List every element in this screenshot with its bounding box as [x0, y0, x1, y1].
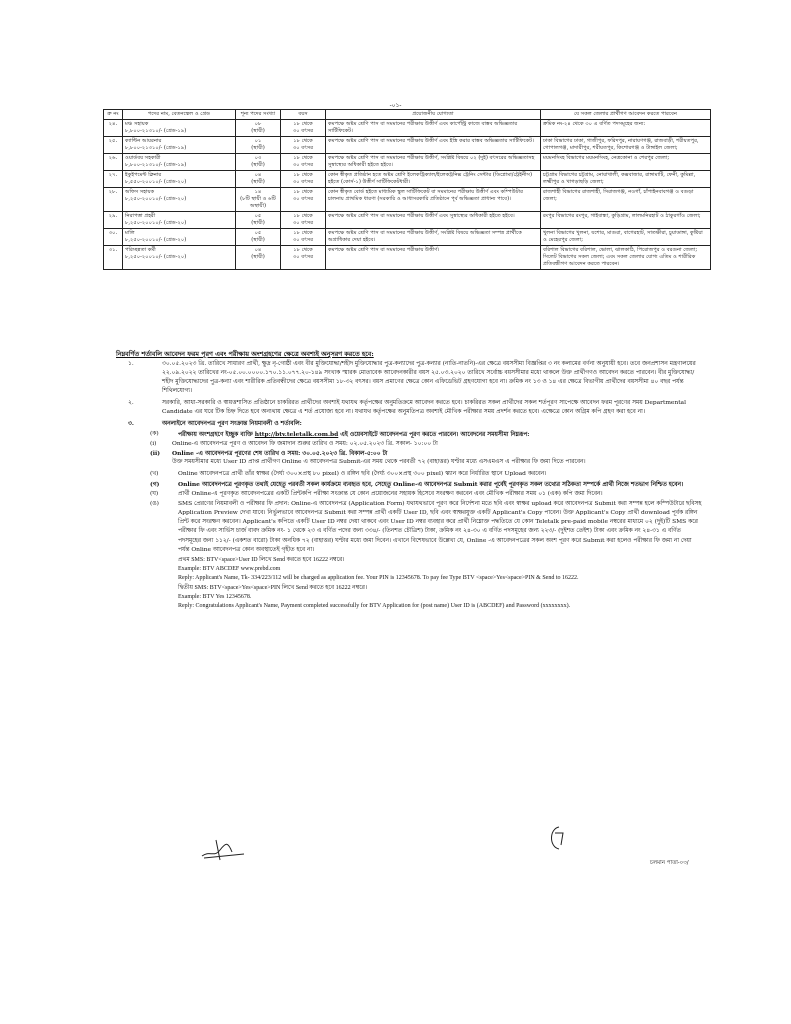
sub-text-pre: পরীক্ষায় অংশগ্রহণে ইচ্ছুক ব্যক্তি: [178, 430, 255, 438]
pay-scale: ৮,৫৫০-২০০১০/- (গ্রেড-২০): [125, 179, 187, 186]
cell-vacancies: [236, 212, 281, 229]
cell-qualification: কমপক্ষে অষ্টম শ্রেণি পাস বা সমমানের পরীক্ষায় উত্তীর্ণ এবং সুস্বাস্থ্যের অধিকারী হইতে হইবে।: [326, 212, 541, 229]
cell-qualification: কমপক্ষে অষ্টম শ্রেণি পাস বা সমমানের পরীক্ষায় উত্তীর্ণ।: [326, 246, 541, 270]
age-to: ৩০ বৎসর: [292, 179, 314, 186]
continued-page-note: চলমান পাতা-০৩/: [650, 860, 689, 866]
sub-text: Online-এ আবেদনপত্র পূরণ ও আবেদন ফি জমাদান শুরুর তারিখ ও সময়: ০২.০৫.২০২৩ খ্রি. সকাল- ১০:০০ টা: [172, 441, 438, 448]
cell-age: [281, 120, 326, 137]
cell-age: [281, 212, 326, 229]
sub-text: প্রার্থী Online-এ পূরণকৃত আবেদনপত্রের একটি প্রিন্টকপি পরীক্ষা সংক্রান্ত যে কোন প্রয়োজনের সহায়ক হিসেবে সংরক্ষণ করবেন এবং মৌখিক পরীক্ষার সময় ০১ (এক) কপি জমা দিবেন।: [178, 490, 603, 497]
vacancy-table: [103, 109, 711, 270]
vacancy-count: ০৪: [254, 172, 262, 179]
sub-text: Online আবেদনপত্রে প্রার্থী তাঁর স্বাক্ষর (দৈর্ঘ্য ৩০০×প্রস্থ ৮০ pixel) ও রঙ্গিন ছবি (দৈর্ঘ্য ৩০০×প্রস্থ ৩০০ pixel) স্ক্যান করে নির্ধারিত স্থানে Upload করবেন।: [178, 470, 547, 477]
post-name: অফিস সহায়ক: [125, 189, 155, 196]
header-serial: ক্র নং: [104, 110, 123, 120]
cell-districts: বরিশাল বিভাগের বরিশাল, ভোলা, ঝালকাঠি, পিরোজপুর ও বরগুনা জেলা; সিলেট বিভাগের সকল জেলা; এবং সকল জেলার যোগ্য এতিম ও শারীরিক প্রতিবন্ধীগণ আবেদন করতে পারবেন।: [541, 246, 711, 270]
vacancy-type: (স্থায়ী): [251, 254, 265, 261]
instruction-item: [116, 419, 702, 428]
item-text: সরকারি, আধা-সরকারি ও স্বায়ত্তশাসিত প্রতিষ্ঠানে চাকরিরত প্রার্থীদের অবশ্যই যথাযথ কর্তৃপক্ষের অনুমতিক্রমে আবেদন করতে হবে। চাকরিরত সকল প্রার্থীদের সকল শর্তপূরণ সাপেক্ষে আবেদন ফরম পূরণের সময় Departmental Candidate এর ঘরে টিক চিহ্ন দিতে হবে অন্যথায় ক্ষেত্রে এ শর্ত প্রযোজ্য হবে না। যথাযথ কর্তৃপক্ষের অনুমতিপত্র অবশ্যই মৌখিক পরীক্ষার সময় প্রদর্শন করতে হবে। এক্ষেত্রে কোন অগ্রিম কপি গ্রহণ করা হবে না।: [162, 399, 686, 415]
sms-reply-2: Reply: Congratulations Applicant's Name, Payment completed successfully for BTV Application for (post name) User ID is (ABCDEF) and Password (xxxxxxxx).: [178, 603, 571, 610]
table-row: [104, 212, 711, 229]
vacancy-count: ০৫: [254, 230, 262, 237]
sms-instructions: [150, 556, 702, 612]
age-from: ১৮ থেকে: [293, 138, 313, 145]
cell-vacancies: [236, 137, 281, 154]
initial-stamp-icon: [545, 823, 573, 853]
cell-districts: রংপুর বিভাগের রংপুর, গাইবান্ধা, কুড়িগ্রাম, লালমনিরহাট ও ঠাকুরগাঁও জেলা;: [541, 212, 711, 229]
age-from: ১৮ থেকে: [293, 247, 313, 254]
vacancy-type: (স্থায়ী): [251, 162, 265, 169]
cell-age: [281, 154, 326, 171]
pay-scale: ৮,২৫০-২০০১০/- (গ্রেড-২০): [125, 237, 187, 244]
vacancy-count: ০৪: [254, 247, 262, 254]
sms-second: দ্বিতীয় SMS: BTV<space>Yes<space>PIN লিখে Send করতে হবে 16222 নম্বরে।: [178, 584, 368, 591]
item-text: অনলাইনে আবেদনপত্র পূরণ সংক্রান্ত নিয়মাবলী ও শর্তাবলি:: [162, 419, 302, 427]
header-post-name: পদের নাম, বেতনস্কেল ও গ্রেড: [123, 110, 236, 120]
cell-districts: ঢাকা বিভাগের ঢাকা, গাজীপুর, ফরিদপুর, নারায়ণগঞ্জ, রাজবাড়ী, শরীয়তপুর, গোপালগঞ্জ, মাদারীপুর, শরীয়তপুর, কিশোরগঞ্জ ও টাঙ্গাইল জেলা;: [541, 137, 711, 154]
vacancy-type: (স্থায়ী): [251, 179, 265, 186]
cell-serial: ৩১.: [104, 246, 123, 270]
header-vacancies: শূন্য পদের সংখ্যা: [236, 110, 281, 120]
sub-number: (ii): [150, 450, 161, 458]
cell-vacancies: [236, 171, 281, 188]
sms-reply-1: Reply: Applicant's Name, Tk- 334/223/112 will be charged as application fee. Your PIN is 12345678. To pay fee Type BTV <space>Yes<space>PIN & Send to 16222.: [178, 575, 579, 582]
pay-scale: ৮,২৫০-২০০১০/- (গ্রেড-২০): [125, 196, 187, 203]
pay-scale: ৮,৮০০-২১৩১০/- (গ্রেড-১৯): [125, 128, 187, 135]
sub-number: (ঙ): [150, 500, 159, 507]
cell-qualification: কোন স্বীকৃত প্রতিষ্ঠান হতে অষ্টম শ্রেণি ইলেকট্রিক্যাল/ইলেকট্রনিক্স ট্রেনিং সেন্টার (ডিপ্লোমা/ট্রেইনীস) হইতে (কোর্স-১) উত্তীর্ণ সার্টিফিকেটধারী।: [326, 171, 541, 188]
age-from: ১৮ থেকে: [293, 172, 313, 179]
age-to: ৩০ বৎসর: [292, 196, 314, 203]
sub-text: Online আবেদনপত্রে পূরণকৃত তথ্যই যেহেতু পরবর্তী সকল কার্যক্রমে ব্যবহৃত হবে, সেহেতু Online-এ আবেদনপত্র Submit করার পূর্বেই পূরণকৃত সকল তথ্যের সঠিকতা সম্পর্কে প্রার্থী নিজে শতভাগ নিশ্চিত হবেন।: [178, 480, 684, 488]
cell-serial: ২৭.: [104, 171, 123, 188]
sms-example-1: Example: BTV ABCDEF www.prebd.com: [178, 566, 281, 573]
cell-qualification: কমপক্ষে অষ্টম শ্রেণি পাস বা সমমানের পরীক্ষায় উত্তীর্ণ এবং কার্পেন্ট্রি কাজে বাস্তব অভিজ্ঞতার সার্টিফিকেট।: [326, 120, 541, 137]
item-number: ১.: [128, 361, 134, 367]
table-row: [104, 120, 711, 137]
sub-text-post: এই ওয়েবসাইটে আবেদনপত্র পূরণ করতে পারবেন। আবেদনের সময়সীমা নিম্নরূপ:: [338, 430, 530, 438]
cell-qualification: কমপক্ষে অষ্টম শ্রেণি পাস বা সমমানের পরীক্ষায় উত্তীর্ণ এবং ইস্ত্রি করার বাস্তব অভিজ্ঞতার সার্টিফিকেট।: [326, 137, 541, 154]
page-number: -০১-: [389, 102, 402, 109]
table-row: [104, 154, 711, 171]
age-to: ৩০ বৎসর: [292, 237, 314, 244]
vacancy-type: (স্থায়ী): [251, 145, 265, 152]
vacancy-count: ১৪: [254, 189, 262, 196]
cell-districts: ময়মনসিংহ বিভাগের ময়মনসিংহ, নেত্রকোনা ও শেরপুর জেলা;: [541, 154, 711, 171]
pay-scale: ৮,৮০০-২১৩১০/- (গ্রেড-১৯): [125, 162, 187, 169]
item-text: ৩০.০৫.২০২৩ খ্রি. তারিখে সাধারণ প্রার্থী, ক্ষুদ্র নৃ-গোষ্ঠী এবং বীর মুক্তিযোদ্ধা/শহীদ মুক্তিযোদ্ধার পুত্র-কন্যাদের পুত্র-কন্যার (নাতি-নাতনি)-এর ক্ষেত্রে বয়সসীমা বিজ্ঞপ্তির ৩ নং কলামের বর্ণনা অনুযায়ী হবে। তবে জনপ্রশাসন মন্ত্রণালয়ের ২২.০৯.২০২২ তারিখের নং-০৫.০০.০০০০.১৭০.১১.০৭৭.২০-১৪৯ সংখ্যক স্মারক মোতাবেক আবেদনকারীর বয়স ২৫.০৩.২০২০ তারিখে সর্বোচ্চ বয়সসীমার মধ্যে থাকলে উক্ত প্রার্থীগণও আবেদন করতে পারবেন। বীর মুক্তিযোদ্ধা/শহীদ মুক্তিযোদ্ধাদের পুত্র-কন্যা এবং শারীরিক প্রতিবন্ধীদের ক্ষেত্রে বয়সসীমা ১৮-৩২ বৎসর। বয়স প্রমাণের ক্ষেত্রে কোন এফিডেভিট গ্রহণযোগ্য হবে না। ক্রমিক নং ১৩ ও ১৪ এর ক্ষেত্রে বিভাগীয় প্রার্থীদের বয়সসীমা ৪০ বছর পর্যন্ত শিথিলযোগ্য।: [162, 361, 696, 395]
table-row: [104, 229, 711, 246]
sub-item-umo: [150, 500, 702, 555]
cell-post: [123, 120, 236, 137]
post-name: মালি: [125, 230, 135, 237]
vacancy-type: (স্থায়ী): [251, 237, 265, 244]
item-number: ২.: [128, 399, 134, 406]
sms-first: প্রথম SMS: BTV<space>User ID লিখে Send করতে হবে 16222 নম্বরে।: [178, 556, 345, 563]
cell-age: [281, 137, 326, 154]
cell-vacancies: [236, 229, 281, 246]
teletalk-link[interactable]: http://btv.teletalk.com.bd: [254, 430, 339, 438]
instructions-heading: নিম্নবর্ণিত শর্তাবলি আবেদন ফরম পূরণ এবং পরীক্ষায় অংশগ্রহণের ক্ষেত্রে অবশ্যই অনুসরণ করতে হবে:: [116, 350, 374, 358]
cell-districts: ক্রমিক নং-২৪ থেকে ৩০ এ বর্ণিত পদসমূহের জন্য:: [541, 120, 711, 137]
sub-number: (ক): [150, 430, 159, 437]
sub-item-a: [150, 430, 702, 439]
vacancy-count: ০৩: [254, 155, 262, 162]
post-name: মঞ্চ সহায়ক: [125, 121, 149, 128]
cell-qualification: কোন স্বীকৃত বোর্ড হইতে মাধ্যমিক স্কুল সার্টিফিকেট বা সমমানের পরীক্ষায় উত্তীর্ণ এবং কম্পিউটার চালনায় প্রাথমিক ধারণা (সরকারি ও আধাসরকারি প্রতিষ্ঠানে পূর্ব অভিজ্ঞতা প্রাধান্য পাবে)।: [326, 188, 541, 212]
instruction-item: [116, 399, 702, 417]
cell-post: [123, 229, 236, 246]
cell-post: [123, 212, 236, 229]
cell-vacancies: [236, 120, 281, 137]
post-name: ক্যান্টিন আয়রনার: [125, 138, 162, 145]
vacancy-type: (স্থায়ী): [251, 128, 265, 135]
sub-items: [116, 430, 702, 612]
vacancy-type: (স্থায়ী): [251, 220, 265, 227]
cell-age: [281, 229, 326, 246]
table-row: [104, 171, 711, 188]
age-to: ৩০ বৎসর: [292, 128, 314, 135]
sub-item-ga: [150, 480, 702, 489]
signature-icon: [198, 836, 250, 862]
vacancy-count: ০১: [254, 138, 262, 145]
age-from: ১৮ থেকে: [293, 121, 313, 128]
cell-post: [123, 137, 236, 154]
cell-districts: রাজশাহী বিভাগের রাজশাহী, সিরাজগঞ্জ, নওগাঁ, চাঁপাইনবাবগঞ্জ ও বগুড়া জেলা;: [541, 188, 711, 212]
item-number: ৩.: [128, 419, 134, 427]
sub-item-ii: [150, 449, 702, 458]
age-from: ১৮ থেকে: [293, 155, 313, 162]
sub-number: (খ): [150, 470, 159, 477]
table-body: [104, 120, 711, 270]
cell-districts: চট্টগ্রাম বিভাগের চট্টগ্রাম, নোয়াখালী, কক্সবাজার, রাঙ্গামাটি, ফেনী, কুমিল্লা, লক্ষ্মীপুর ও খাগড়াছড়ি জেলা;: [541, 171, 711, 188]
cell-post: [123, 171, 236, 188]
cell-age: [281, 188, 326, 212]
header-eligible-districts: যে সকল জেলার প্রার্থীগণ আবেদন করতে পারবেন: [541, 110, 711, 120]
sub-text: SMS প্রেরণের নিয়মাবলী ও পরীক্ষার ফি প্রদান: Online-এ আবেদনপত্র (Application Form) যথাযথভাবে পূরণ করে নির্দেশনা মতে ছবি এবং স্বাক্ষর upload করে আবেদনপত্র Submit করা সম্পন্ন হলে কম্পিউটারে ছবিসহ Application Preview দেখা যাবে। নির্ভুলভাবে আবেদনপত্র Submit করা সম্পন্ন প্রার্থী একটি User ID, ছবি এবং স্বাক্ষরযুক্ত একটি Applicant's Copy পাবেন। উক্ত Applicant's Copy প্রার্থী download পূর্বক রঙ্গিন প্রিন্ট করে সংরক্ষণ করবেন। Applicant's কপিতে একটি User ID নম্বর দেয়া থাকবে এবং User ID নম্বর ব্যবহার করে প্রার্থী নিম্নোক্ত পদ্ধতিতে যে কোন Teletalk pre-paid mobile নম্বরের মাধ্যমে ০২ (দুই)টি SMS করে পরীক্ষার ফি এবং সার্ভিস চার্জ বাবদ ক্রমিক নং- ১ থেকে ২৩ এ বর্ণিত পদের জন্য ৩৩৪/- (তিনশত চৌত্রিশ) টাকা, ক্রমিক নং ২৪-৩০ এ বর্ণিত পদসমূহের জন্য ২২৩/- (দুইশত তেইশ) টাকা এবং ক্রমিক নং ২৪-৩১ এ বর্ণিত পদসমূহের জন্য ১১২/- (একশত বারো) টাকা অনধিক ৭২ (বাহাত্তর) ঘণ্টার মধ্যে জমা দিবেন। এখানে বিশেষভাবে উল্লেখ্য যে, Online -এ আবেদনপত্রের সকল অংশ পূরণ করে Submit করা হলেও পরীক্ষার ফি জমা না দেয়া পর্যন্ত Online আবেদনপত্র কোন অবস্থাতেই গৃহীত হবে না।: [178, 500, 702, 553]
cell-age: [281, 171, 326, 188]
table-row: [104, 137, 711, 154]
header-qualification: প্রয়োজনীয় যোগ্যতা: [326, 110, 541, 120]
cell-districts: খুলনা বিভাগের খুলনা, যশোর, মাগুরা, বাগেরহাট, সাতক্ষীরা, চুয়াডাঙ্গা, কুষ্টিয়া ও মেহেরপুর জেলা;: [541, 229, 711, 246]
instruction-item: [116, 360, 702, 397]
post-name: ইকুইপমেন্ট ক্লিনার: [125, 172, 162, 179]
instructions-list: [116, 360, 702, 612]
pay-scale: ৮,২৫০-২০০১০/- (গ্রেড-২০): [125, 254, 187, 261]
cell-serial: ২৬.: [104, 154, 123, 171]
table-row: [104, 246, 711, 270]
vacancy-count: ০৫: [254, 213, 262, 220]
sub-number: (গ): [150, 480, 160, 488]
age-to: ৩০ বৎসর: [292, 220, 314, 227]
cell-vacancies: [236, 188, 281, 212]
cell-serial: ৩০.: [104, 229, 123, 246]
cell-vacancies: [236, 246, 281, 270]
sub-item-gha: [150, 490, 702, 499]
sms-example-2: Example: BTV Yes 12345678.: [178, 594, 252, 600]
sub-ii-note: উক্ত সময়সীমার মধ্যে User ID প্রাপ্ত প্রার্থীগণ Online এ আবেদনপত্র Submit-এর সময় থেকে পরবর্তী ৭২ (বাহাত্তর) ঘণ্টার মধ্যে এসএমএস এ পরীক্ষার ফি জমা দিতে পারবেন।: [172, 459, 586, 466]
cell-post: [123, 246, 236, 270]
cell-qualification: কমপক্ষে অষ্টম শ্রেণি পাস বা সমমানের পরীক্ষায় উত্তীর্ণ, সংশ্লিষ্ট বিষয়ে অভিজ্ঞতা সম্পন্ন প্রার্থীকে অগ্রাধিকার দেয়া হইবে।: [326, 229, 541, 246]
cell-vacancies: [236, 154, 281, 171]
cell-post: [123, 188, 236, 212]
age-from: ১৮ থেকে: [293, 230, 313, 237]
cell-serial: ২৯.: [104, 212, 123, 229]
cell-qualification: কমপক্ষে অষ্টম শ্রেণি পাস বা সমমানের পরীক্ষায় উত্তীর্ণ, সংশ্লিষ্ট বিষয়ে ০২ (দুই) বৎসরের অভিজ্ঞতাসহ সুস্বাস্থ্যের অধিকারী হইতে হইবে।: [326, 154, 541, 171]
sub-number: (ঘ): [150, 490, 159, 497]
pay-scale: ৮,৮০০-২১৩১০/- (গ্রেড-১৯): [125, 145, 187, 152]
age-from: ১৮ থেকে: [293, 189, 313, 196]
table-header-row: [104, 110, 711, 120]
age-to: ৩০ বৎসর: [292, 254, 314, 261]
pay-scale: ৮,২৫০-২০০১০/- (গ্রেড-২০): [125, 220, 187, 227]
cell-serial: ২৪.: [104, 120, 123, 137]
age-to: ৩০ বৎসর: [292, 145, 314, 152]
age-to: ৩০ বৎসর: [292, 162, 314, 169]
age-from: ১৮ থেকে: [293, 213, 313, 220]
post-name: ওয়ার্ডবয় সহকারী: [125, 155, 161, 162]
cell-post: [123, 154, 236, 171]
vacancy-type: (৮টি স্থায়ী ও ৬টি অস্থায়ী): [240, 196, 276, 210]
sub-text: Online -এ আবেদনপত্র পূরণের শেষ তারিখ ও সময়: ৩০.০৫.২০২৩ খ্রি. বিকাল-৫:০০ টা: [172, 450, 388, 458]
table-row: [104, 188, 711, 212]
cell-serial: ২৫.: [104, 137, 123, 154]
vacancy-count: ০৮: [254, 121, 262, 128]
post-name: নিরাপত্তা প্রহরী: [125, 213, 156, 220]
sub-item-i: [150, 440, 702, 449]
cell-age: [281, 246, 326, 270]
sub-item-kha: [150, 470, 702, 479]
sub-number: (i): [150, 441, 157, 448]
post-name: পরিচ্ছন্নতা কর্মী: [125, 247, 156, 254]
header-age: বয়স: [281, 110, 326, 120]
cell-serial: ২৮.: [104, 188, 123, 212]
